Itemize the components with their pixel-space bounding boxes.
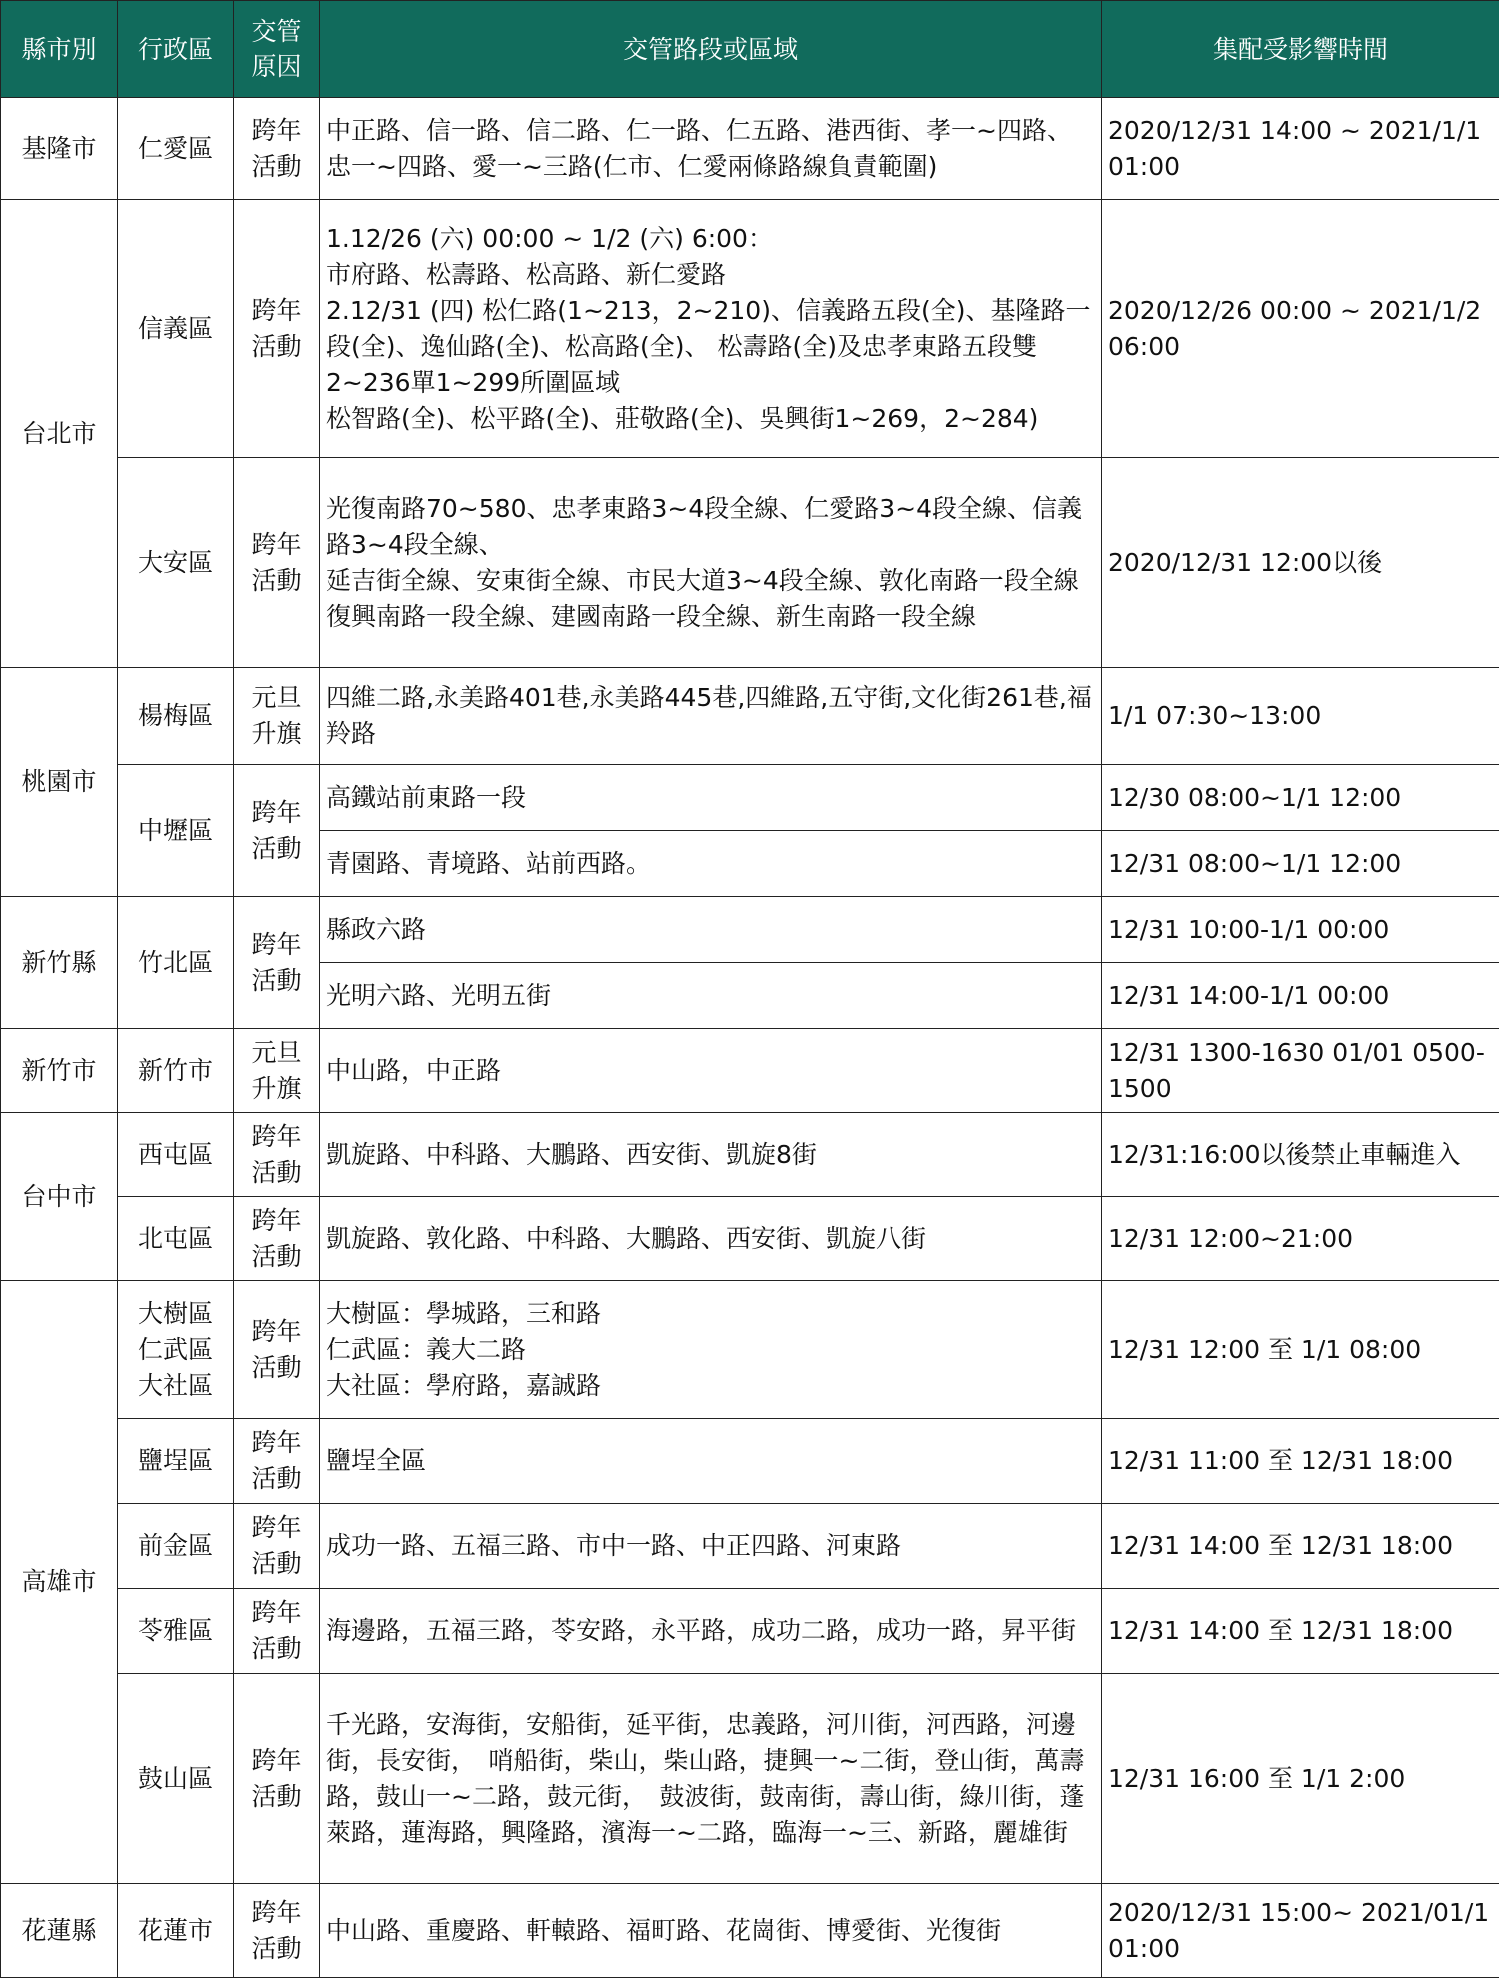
reason-cell: 跨年 活動 xyxy=(234,1281,320,1419)
county-cell: 高雄市 xyxy=(1,1281,118,1884)
table-row xyxy=(1,1884,1499,1978)
header-county: 縣市別 xyxy=(1,1,118,98)
table-row xyxy=(1,1504,1499,1589)
roads-cell: 凱旋路、敦化路、中科路、大鵬路、西安街、凱旋八街 xyxy=(320,1197,1102,1281)
county-cell: 桃園市 xyxy=(1,668,118,897)
table-row xyxy=(1,1113,1499,1197)
roads-cell: 高鐵站前東路一段 xyxy=(320,765,1102,831)
table-row xyxy=(1,458,1499,668)
roads-cell: 光明六路、光明五街 xyxy=(320,963,1102,1029)
roads-cell: 四維二路,永美路401巷,永美路445巷,四維路,五守街,文化街261巷,福羚路 xyxy=(320,668,1102,765)
district-cell: 大安區 xyxy=(118,458,234,668)
district-cell: 鼓山區 xyxy=(118,1674,234,1884)
reason-cell: 跨年 活動 xyxy=(234,458,320,668)
table-row xyxy=(1,1281,1499,1419)
time-cell: 1/1 07:30~13:00 xyxy=(1102,668,1499,765)
roads-cell: 中山路，中正路 xyxy=(320,1029,1102,1113)
district-cell: 苓雅區 xyxy=(118,1589,234,1674)
time-cell: 12/30 08:00~1/1 12:00 xyxy=(1102,765,1499,831)
time-cell: 2020/12/26 00:00 ~ 2021/1/2 06:00 xyxy=(1102,200,1499,458)
district-cell: 仁愛區 xyxy=(118,98,234,200)
time-cell: 12/31 11:00 至 12/31 18:00 xyxy=(1102,1419,1499,1504)
roads-cell: 凱旋路、中科路、大鵬路、西安街、凱旋8街 xyxy=(320,1113,1102,1197)
table-header-row xyxy=(1,1,1499,98)
reason-cell: 跨年 活動 xyxy=(234,1419,320,1504)
roads-cell: 青園路、青境路、站前西路。 xyxy=(320,831,1102,897)
roads-cell: 中山路、重慶路、軒轅路、福町路、花崗街、博愛街、光復街 xyxy=(320,1884,1102,1978)
reason-cell: 跨年 活動 xyxy=(234,1504,320,1589)
district-cell: 西屯區 xyxy=(118,1113,234,1197)
time-cell: 12/31 12:00 至 1/1 08:00 xyxy=(1102,1281,1499,1419)
roads-cell: 海邊路，五福三路，苓安路，永平路，成功二路，成功一路，昇平街 xyxy=(320,1589,1102,1674)
county-cell: 基隆市 xyxy=(1,98,118,200)
header-time: 集配受影響時間 xyxy=(1102,1,1499,98)
reason-cell: 跨年 活動 xyxy=(234,1197,320,1281)
district-cell: 中壢區 xyxy=(118,765,234,897)
time-cell: 12/31 1300-1630 01/01 0500-1500 xyxy=(1102,1029,1499,1113)
table-row xyxy=(1,668,1499,765)
reason-cell: 元旦 升旗 xyxy=(234,668,320,765)
county-cell: 新竹縣 xyxy=(1,897,118,1029)
roads-cell: 千光路，安海街，安船街，延平街，忠義路，河川街，河西路，河邊街，長安街， 哨船街，柴山，柴山路，捷興一~二街，登山街，萬壽路，鼓山一~二路，鼓元街， 鼓波街，鼓南街，壽山街，綠川街，蓬萊路，蓮海路，興隆路，濱海一~二路，臨海一~三、新路，麗雄街 xyxy=(320,1674,1102,1884)
reason-cell: 跨年 活動 xyxy=(234,765,320,897)
reason-cell: 跨年 活動 xyxy=(234,1884,320,1978)
roads-cell: 鹽埕全區 xyxy=(320,1419,1102,1504)
time-cell: 12/31 14:00-1/1 00:00 xyxy=(1102,963,1499,1029)
time-cell: 12/31:16:00以後禁止車輛進入 xyxy=(1102,1113,1499,1197)
district-cell: 信義區 xyxy=(118,200,234,458)
reason-cell: 跨年 活動 xyxy=(234,1674,320,1884)
table-row xyxy=(1,765,1499,831)
district-cell: 新竹市 xyxy=(118,1029,234,1113)
district-cell: 北屯區 xyxy=(118,1197,234,1281)
reason-cell: 跨年 活動 xyxy=(234,200,320,458)
table-row xyxy=(1,200,1499,458)
district-cell: 鹽埕區 xyxy=(118,1419,234,1504)
table-row xyxy=(1,98,1499,200)
time-cell: 2020/12/31 12:00以後 xyxy=(1102,458,1499,668)
time-cell: 12/31 14:00 至 12/31 18:00 xyxy=(1102,1504,1499,1589)
header-district: 行政區 xyxy=(118,1,234,98)
header-roads: 交管路段或區域 xyxy=(320,1,1102,98)
district-cell: 竹北區 xyxy=(118,897,234,1029)
time-cell: 2020/12/31 14:00 ~ 2021/1/1 01:00 xyxy=(1102,98,1499,200)
time-cell: 12/31 10:00-1/1 00:00 xyxy=(1102,897,1499,963)
county-cell: 台中市 xyxy=(1,1113,118,1281)
table-row xyxy=(1,1419,1499,1504)
reason-cell: 元旦 升旗 xyxy=(234,1029,320,1113)
district-cell: 前金區 xyxy=(118,1504,234,1589)
reason-cell: 跨年 活動 xyxy=(234,897,320,1029)
roads-cell: 縣政六路 xyxy=(320,897,1102,963)
time-cell: 12/31 12:00~21:00 xyxy=(1102,1197,1499,1281)
table-row xyxy=(1,1029,1499,1113)
table-row xyxy=(1,1674,1499,1884)
roads-cell: 大樹區：學城路，三和路 仁武區：義大二路 大社區：學府路，嘉誠路 xyxy=(320,1281,1102,1419)
county-cell: 花蓮縣 xyxy=(1,1884,118,1978)
reason-cell: 跨年 活動 xyxy=(234,98,320,200)
roads-cell: 成功一路、五福三路、市中一路、中正四路、河東路 xyxy=(320,1504,1102,1589)
reason-cell: 跨年 活動 xyxy=(234,1113,320,1197)
roads-cell: 光復南路70~580、忠孝東路3~4段全線、仁愛路3~4段全線、信義路3~4段全線、 延吉街全線、安東街全線、市民大道3~4段全線、敦化南路一段全線 復興南路一段全線、建國南路一段全線、新生南路一段全線 xyxy=(320,458,1102,668)
district-cell: 大樹區 仁武區 大社區 xyxy=(118,1281,234,1419)
time-cell: 2020/12/31 15:00~ 2021/01/1 01:00 xyxy=(1102,1884,1499,1978)
table-row xyxy=(1,897,1499,963)
roads-cell: 中正路、信一路、信二路、仁一路、仁五路、港西街、孝一~四路、忠一~四路、愛一~三路(仁市、仁愛兩條路線負責範圍) xyxy=(320,98,1102,200)
county-cell: 台北市 xyxy=(1,200,118,668)
table-row xyxy=(1,1197,1499,1281)
time-cell: 12/31 16:00 至 1/1 2:00 xyxy=(1102,1674,1499,1884)
district-cell: 花蓮市 xyxy=(118,1884,234,1978)
county-cell: 新竹市 xyxy=(1,1029,118,1113)
roads-cell: 1.12/26 (六) 00:00 ~ 1/2 (六) 6:00： 市府路、松壽路、松高路、新仁愛路 2.12/31 (四) 松仁路(1~213，2~210)、信義路五段(全)、基隆路一段(全)、逸仙路(全)、松高路(全)、 松壽路(全)及忠孝東路五段雙2~236單1~299所圍區域 松智路(全)、松平路(全)、莊敬路(全)、吳興街1~269，2~284) xyxy=(320,200,1102,458)
district-cell: 楊梅區 xyxy=(118,668,234,765)
time-cell: 12/31 14:00 至 12/31 18:00 xyxy=(1102,1589,1499,1674)
reason-cell: 跨年 活動 xyxy=(234,1589,320,1674)
header-reason: 交管 原因 xyxy=(234,1,320,98)
time-cell: 12/31 08:00~1/1 12:00 xyxy=(1102,831,1499,897)
table-row xyxy=(1,1589,1499,1674)
